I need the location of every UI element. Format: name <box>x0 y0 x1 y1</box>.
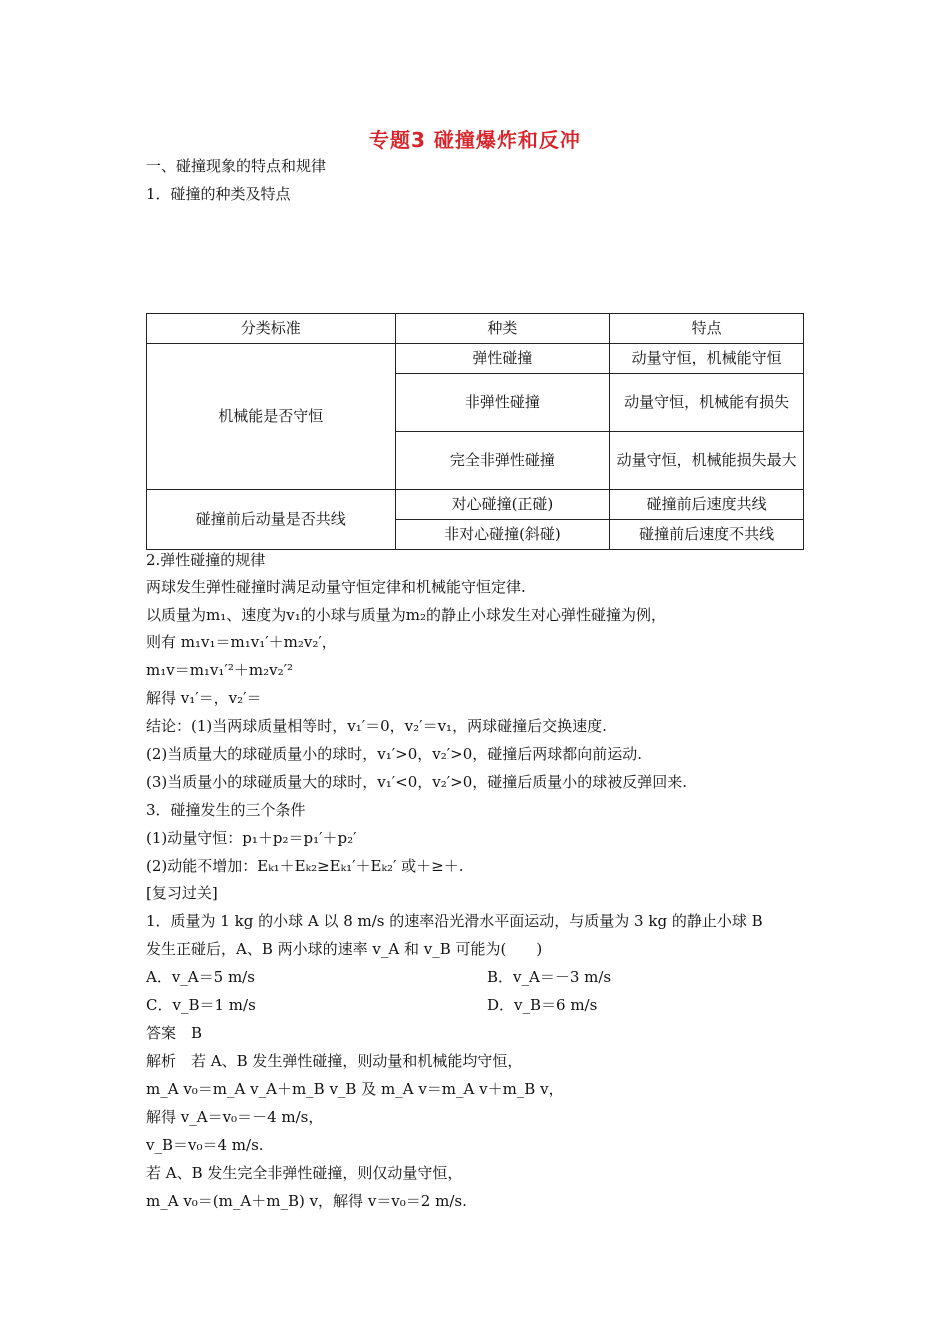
body-line: 以质量为m₁、速度为v₁的小球与质量为m₂的静止小球发生对心弹性碰撞为例， <box>146 606 666 624</box>
explanation-line: 解得 v_A＝v₀＝－4 m/s， <box>146 1108 324 1126</box>
body-line: 结论：(1)当两球质量相等时，v₁′＝0，v₂′＝v₁，两球碰撞后交换速度. <box>146 717 607 735</box>
body-line: 两球发生弹性碰撞时满足动量守恒定律和机械能守恒定律. <box>146 578 526 596</box>
table-cell-kind: 弹性碰撞 <box>395 344 610 374</box>
section-heading: 一、碰撞现象的特点和规律 <box>146 157 327 175</box>
table-cell-kind: 非对心碰撞(斜碰) <box>395 520 610 550</box>
explanation-line: 若 A、B 发生完全非弹性碰撞，则仅动量守恒， <box>146 1164 463 1182</box>
subsection-heading: 1．碰撞的种类及特点 <box>146 185 291 203</box>
table-header-row <box>147 314 804 344</box>
option-c: C．v_B＝1 m/s <box>146 996 256 1014</box>
option-b: B．v_A＝－3 m/s <box>487 968 612 986</box>
table-cell-feature: 碰撞前后速度共线 <box>610 490 804 520</box>
body-line: m₁v＝m₁v₁′²＋m₂v₂′² <box>146 661 293 679</box>
table-group-label: 碰撞前后动量是否共线 <box>147 490 396 550</box>
question-text: 发生正碰后，A、B 两小球的速率 v_A 和 v_B 可能为( ) <box>146 940 543 958</box>
body-line: (1)动量守恒：p₁＋p₂＝p₁′＋p₂′ <box>146 829 357 847</box>
explanation-line: m_A v₀＝(m_A＋m_B) v，解得 v＝v₀＝2 m/s. <box>146 1192 467 1210</box>
body-line: 解得 v₁′＝，v₂′＝ <box>146 689 262 707</box>
question-text: 1．质量为 1 kg 的小球 A 以 8 m/s 的速率沿光滑水平面运动，与质量为 3 kg 的静止小球 B <box>146 912 763 930</box>
table-cell-feature: 动量守恒，机械能损失最大 <box>610 432 804 490</box>
table-cell-feature: 动量守恒，机械能守恒 <box>610 344 804 374</box>
table-row <box>147 344 804 374</box>
option-a: A．v_A＝5 m/s <box>146 968 255 986</box>
page-title: 专题3 碰撞爆炸和反冲 <box>369 128 581 152</box>
table-group-label: 机械能是否守恒 <box>147 344 396 490</box>
explanation-line: m_A v₀＝m_A v_A＋m_B v_B 及 m_A v＝m_A v＋m_B v， <box>146 1080 564 1098</box>
table-cell-kind: 非弹性碰撞 <box>395 374 610 432</box>
body-line: 则有 m₁v₁＝m₁v₁′＋m₂v₂′， <box>146 633 337 651</box>
body-line: 3．碰撞发生的三个条件 <box>146 801 306 819</box>
table-header-cell: 分类标准 <box>147 314 396 344</box>
body-line: 2.弹性碰撞的规律 <box>146 551 266 569</box>
table-row <box>147 490 804 520</box>
table-cell-feature: 碰撞前后速度不共线 <box>610 520 804 550</box>
section-label: [复习过关] <box>146 884 218 902</box>
body-line: (2)动能不增加：Eₖ₁＋Eₖ₂≥Eₖ₁′＋Eₖ₂′ 或＋≥＋. <box>146 857 464 875</box>
option-d: D．v_B＝6 m/s <box>487 996 598 1014</box>
table-header-cell: 特点 <box>610 314 804 344</box>
explanation-line: 解析 若 A、B 发生弹性碰撞，则动量和机械能均守恒， <box>146 1052 523 1070</box>
explanation-line: v_B＝v₀＝4 m/s. <box>146 1136 264 1154</box>
body-line: (3)当质量小的球碰质量大的球时，v₁′<0，v₂′>0，碰撞后质量小的球被反弹回来. <box>146 773 688 791</box>
collision-classification-table <box>146 313 804 550</box>
table-cell-kind: 对心碰撞(正碰) <box>395 490 610 520</box>
table-header-cell: 种类 <box>395 314 610 344</box>
table-cell-feature: 动量守恒，机械能有损失 <box>610 374 804 432</box>
body-line: (2)当质量大的球碰质量小的球时，v₁′>0，v₂′>0，碰撞后两球都向前运动. <box>146 745 643 763</box>
table-cell-kind: 完全非弹性碰撞 <box>395 432 610 490</box>
answer-line: 答案 B <box>146 1024 203 1042</box>
